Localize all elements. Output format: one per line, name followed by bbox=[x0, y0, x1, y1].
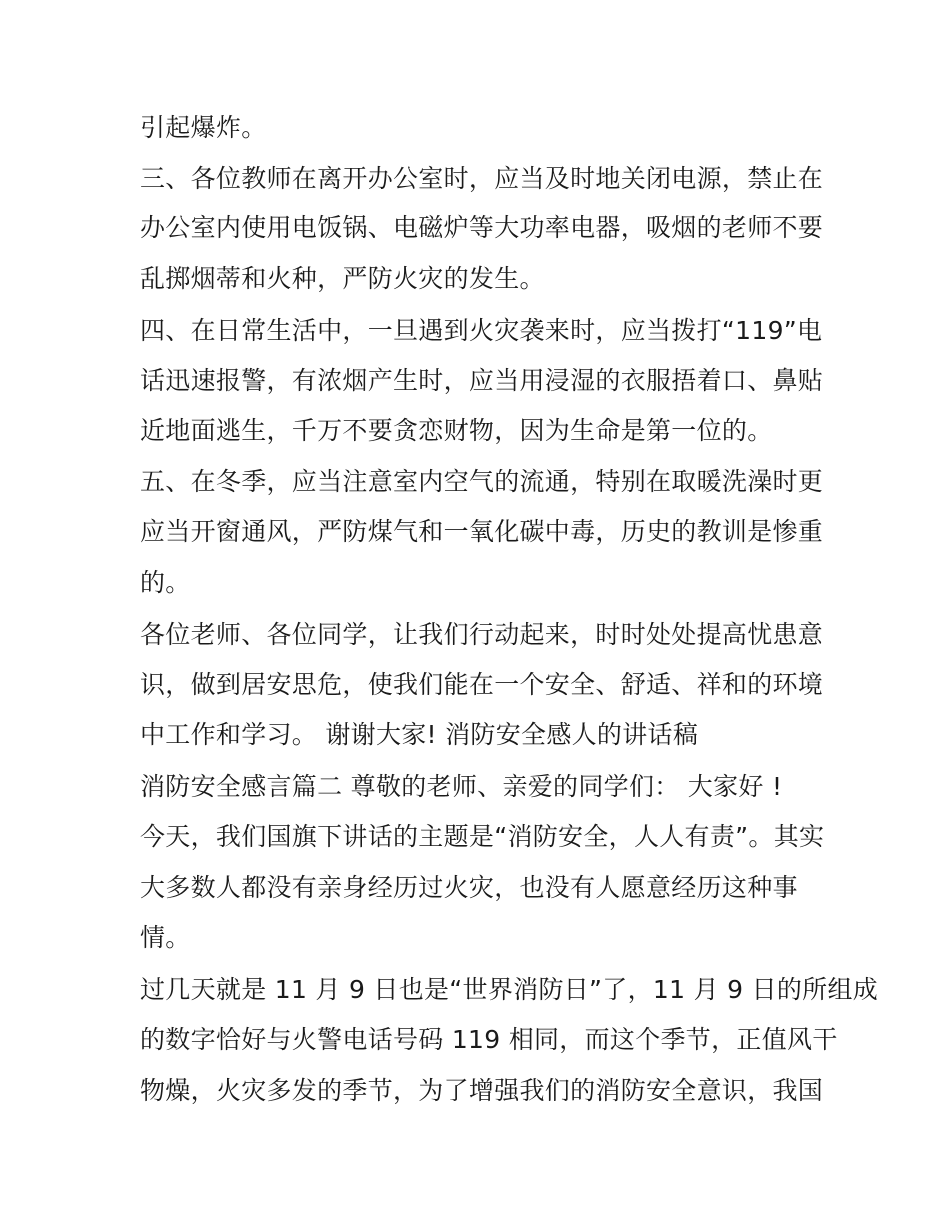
text-line: 大多数人都没有亲身经历过火灾，也没有人愿意经历这种事 bbox=[140, 873, 798, 902]
text-line: 乱掷烟蒂和火种，严防火灾的发生。 bbox=[140, 264, 545, 293]
text-line: 消防安全感言篇二 尊敬的老师、亲爱的同学们： 大家好 ! bbox=[140, 772, 783, 801]
text-line: 物燥，火灾多发的季节，为了增强我们的消防安全意识，我国 bbox=[140, 1076, 824, 1105]
text-line: 今天，我们国旗下讲话的主题是“消防安全，人人有责”。其实 bbox=[140, 822, 825, 851]
text-line: 的。 bbox=[140, 568, 191, 597]
text-line: 五、在冬季，应当注意室内空气的流通，特别在取暖洗澡时更 bbox=[140, 467, 824, 496]
text-line: 的数字恰好与火警电话号码 119 相同，而这个季节，正值风干 bbox=[140, 1025, 838, 1054]
text-line: 情。 bbox=[140, 923, 191, 952]
text-line: 办公室内使用电饭锅、电磁炉等大功率电器，吸烟的老师不要 bbox=[140, 213, 824, 242]
text-line: 近地面逃生，千万不要贪恋财物，因为生命是第一位的。 bbox=[140, 416, 773, 445]
text-line: 各位老师、各位同学，让我们行动起来，时时处处提高忧患意 bbox=[140, 620, 824, 649]
text-line: 中工作和学习。 谢谢大家! 消防安全感人的讲话稿 bbox=[140, 720, 699, 749]
text-line: 过几天就是 11 月 9 日也是“世界消防日”了，11 月 9 日的所组成 bbox=[140, 975, 879, 1004]
text-line: 应当开窗通风，严防煤气和一氧化碳中毒，历史的教训是惨重 bbox=[140, 517, 824, 546]
text-line: 识，做到居安思危，使我们能在一个安全、舒适、祥和的环境 bbox=[140, 670, 824, 699]
text-line: 话迅速报警，有浓烟产生时，应当用浸湿的衣服捂着口、鼻贴 bbox=[140, 366, 824, 395]
text-line: 四、在日常生活中，一旦遇到火灾袭来时，应当拨打“119”电 bbox=[140, 316, 823, 345]
text-line: 引起爆炸。 bbox=[140, 113, 267, 142]
text-line: 三、各位教师在离开办公室时，应当及时地关闭电源，禁止在 bbox=[140, 164, 824, 193]
